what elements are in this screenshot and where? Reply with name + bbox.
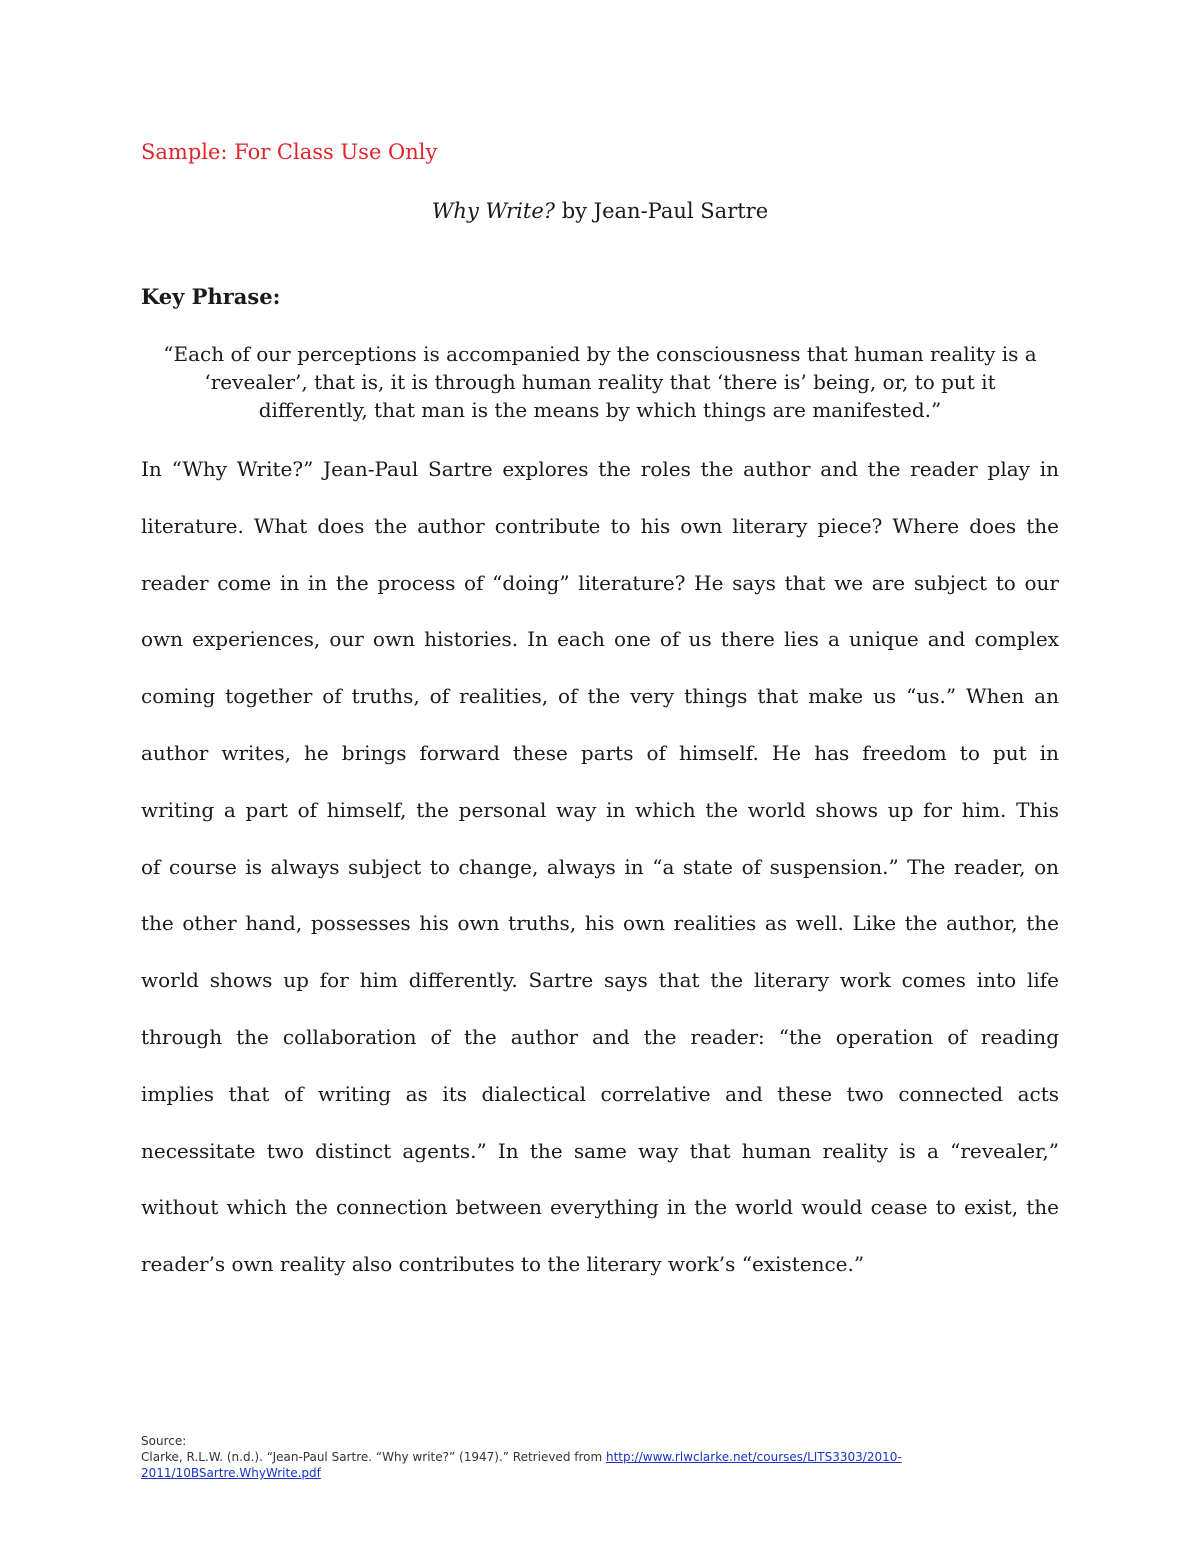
quote-line: “Each of our perceptions is accompanied by the consciousness that human reality is a: [163, 342, 1037, 366]
title-byline: by Jean-Paul Sartre: [555, 199, 769, 223]
body-line: world shows up for him differently. Sartre says that the literary work comes into life: [141, 968, 1059, 993]
body-line: author writes, he brings forward these parts of himself. He has freedom to put in: [141, 740, 1059, 765]
body-line: the other hand, possesses his own truths, his own realities as well. Like the author, the: [141, 911, 1059, 936]
body-line: reader’s own reality also contributes to the literary work’s “existence.”: [141, 1252, 865, 1277]
body-line: through the collaboration of the author and the reader: “the operation of reading: [141, 1024, 1059, 1049]
source-footnote: [141, 1433, 902, 1481]
body-line: writing a part of himself, the personal way in which the world shows up for him. This: [141, 797, 1059, 822]
quote-line: ‘revealer’, that is, it is through human reality that ‘there is’ being, or, to put it: [204, 370, 996, 394]
source-citation-line: [141, 1449, 902, 1465]
document-title: [0, 199, 1200, 223]
body-line: necessitate two distinct agents.” In the same way that human reality is a “revealer,”: [141, 1138, 1059, 1163]
body-line: of course is always subject to change, always in “a state of suspension.” The reader, on: [141, 854, 1059, 879]
quote-line: differently, that man is the means by which things are manifested.”: [258, 398, 942, 422]
body-line: without which the connection between everything in the world would cease to exist, the: [141, 1195, 1059, 1220]
body-paragraph: [141, 451, 1059, 1303]
source-citation: Clarke, R.L.W. (n.d.). “Jean-Paul Sartre. “Why write?” (1947).” Retrieved from: [141, 1450, 606, 1464]
key-phrase-quote: [141, 340, 1059, 424]
body-line: implies that of writing as its dialectical correlative and these two connected acts: [141, 1081, 1059, 1106]
body-line: coming together of truths, of realities, of the very things that make us “us.” When an: [141, 684, 1059, 709]
source-link-line: [141, 1465, 902, 1481]
body-line: reader come in in the process of “doing” literature? He says that we are subject to our: [141, 570, 1059, 595]
body-line: literature. What does the author contribute to his own literary piece? Where does the: [141, 513, 1059, 538]
body-line: own experiences, our own histories. In each one of us there lies a unique and complex: [141, 627, 1059, 652]
body-line: In “Why Write?” Jean-Paul Sartre explores the roles the author and the reader play in: [141, 457, 1059, 481]
source-label: Source:: [141, 1434, 187, 1448]
key-phrase-heading: Key Phrase:: [141, 284, 281, 309]
work-title: Why Write?: [431, 199, 556, 223]
source-link-part-2[interactable]: 2011/10BSartre.WhyWrite.pdf: [141, 1466, 321, 1480]
sample-notice: Sample: For Class Use Only: [141, 140, 438, 164]
source-link-part-1[interactable]: http://www.rlwclarke.net/courses/LITS3303/2010-: [606, 1450, 902, 1464]
